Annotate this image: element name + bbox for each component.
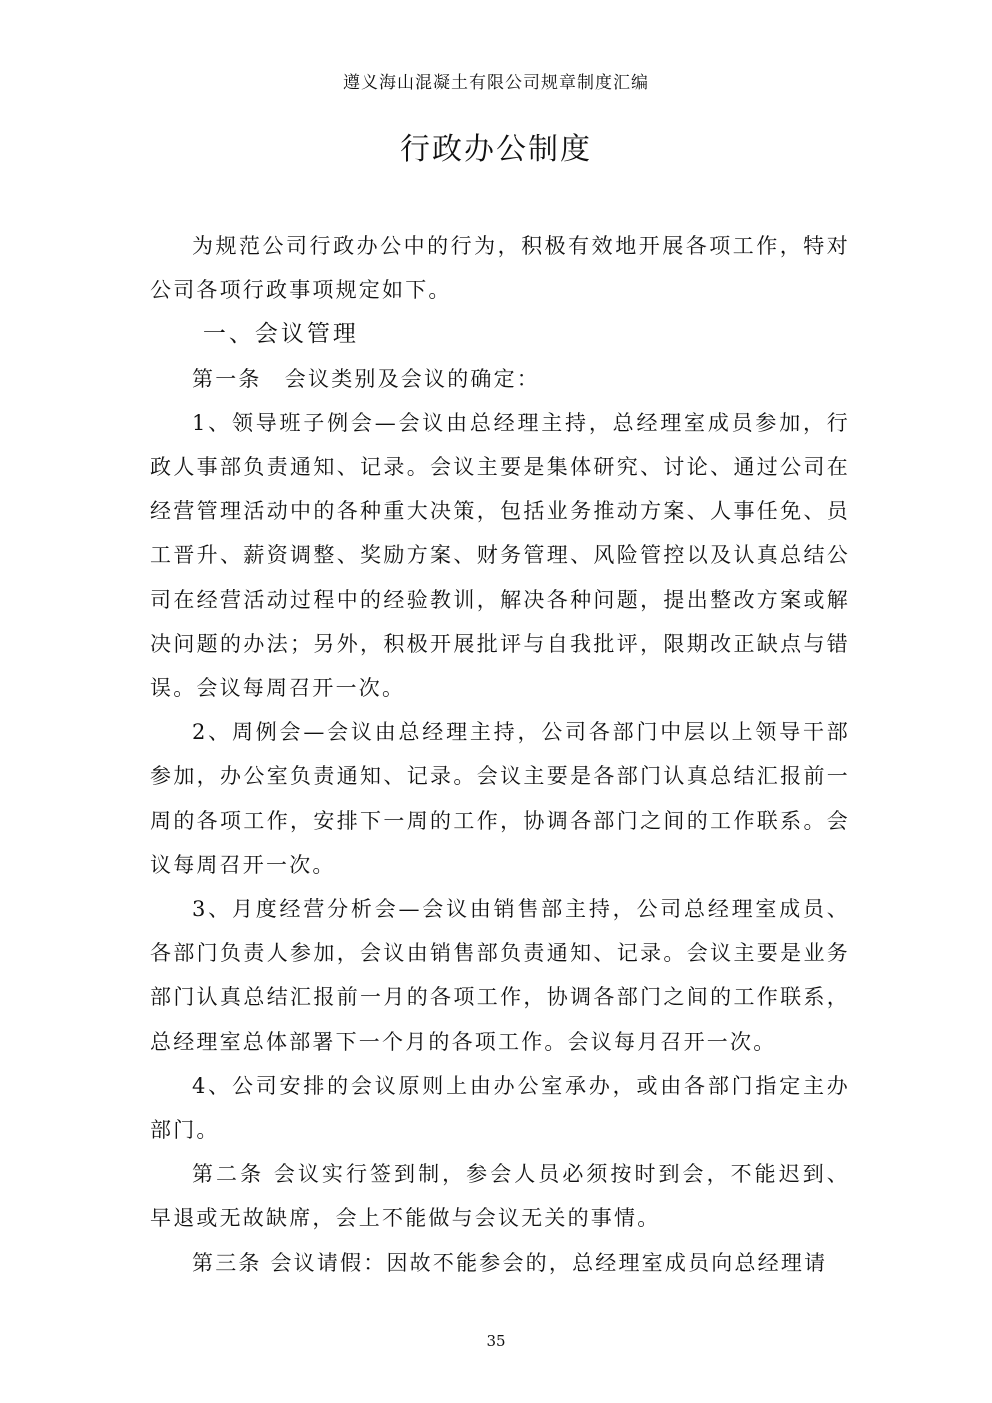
document-title: 行政办公制度 [400, 132, 592, 167]
article-3-paragraph: 第三条 会议请假：因故不能参会的，总经理室成员向总经理请 [192, 1250, 828, 1275]
article-1-paragraph: 第一条 会议类别及会议的确定： [192, 366, 540, 391]
clause-3-paragraph: 3、月度经营分析会—会议由销售部主持，公司总经理室成员、各部门负责人参加，会议由销售部负责通知、记录。会议主要是业务部门认真总结汇报前一月的各项工作，协调各部门之间的工作联系，总经理室总体部署下一个月的各项工作。会议每月召开一次。 [150, 897, 850, 1054]
intro-paragraph: 为规范公司行政办公中的行为，积极有效地开展各项工作，特对公司各项行政事项规定如下。 [150, 234, 850, 303]
page-number: 35 [486, 1332, 506, 1350]
clause-4-paragraph: 4、公司安排的会议原则上由办公室承办，或由各部门指定主办部门。 [150, 1073, 850, 1143]
clause-2-paragraph: 2、周例会—会议由总经理主持，公司各部门中层以上领导干部参加，办公室负责通知、记录。会议主要是各部门认真总结汇报前一周的各项工作，安排下一周的工作，协调各部门之间的工作联系。会议每周召开一次。 [150, 720, 850, 877]
clause-1-paragraph: 1、领导班子例会—会议由总经理主持，总经理室成员参加，行政人事部负责通知、记录。会议主要是集体研究、讨论、通过公司在经营管理活动中的各种重大决策，包括业务推动方案、人事任免、员工晋升、薪资调整、奖励方案、财务管理、风险管控以及认真总结公司在经营活动过程中的经验教训，解决各种问题，提出整改方案或解决问题的办法；另外，积极开展批评与自我批评，限期改正缺点与错误。会议每周召开一次。 [150, 410, 850, 701]
document-body [150, 224, 850, 1285]
running-header: 遵义海山混凝土有限公司规章制度汇编 [343, 73, 649, 93]
section-heading-meeting-management: 一、会议管理 [202, 321, 359, 348]
article-2-paragraph: 第二条 会议实行签到制，参会人员必须按时到会，不能迟到、早退或无故缺席，会上不能做与会议无关的事情。 [150, 1162, 850, 1231]
